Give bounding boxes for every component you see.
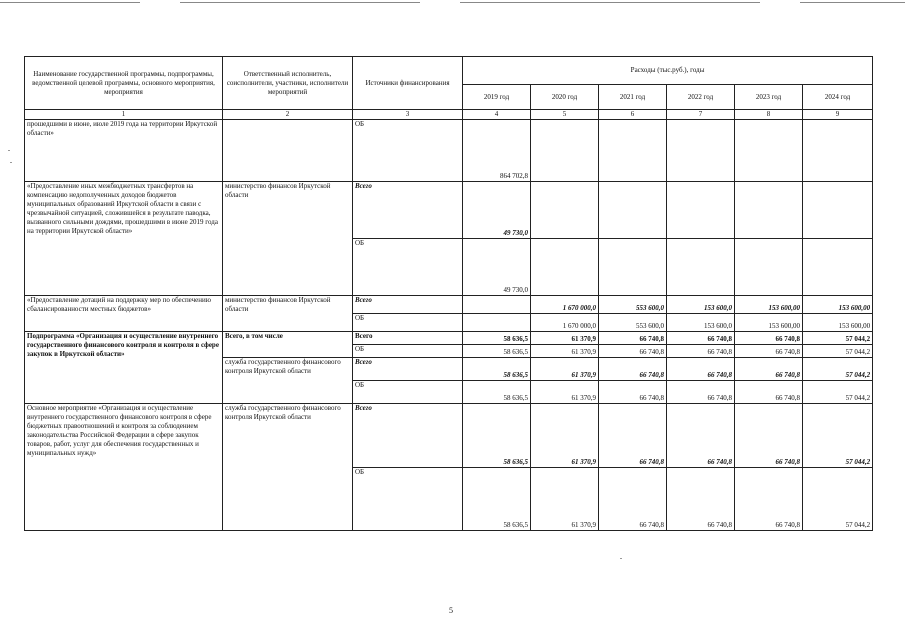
value-cell: [667, 120, 735, 182]
header-year: 2019 год: [463, 85, 531, 110]
scan-line: [460, 2, 760, 3]
source-cell: ОБ: [353, 468, 463, 531]
column-number: 3: [353, 110, 463, 120]
value-cell: [803, 239, 873, 296]
scan-speck: [620, 558, 622, 559]
value-cell: 66 740,8: [667, 404, 735, 468]
source-cell: Всего: [353, 404, 463, 468]
column-number: 5: [531, 110, 599, 120]
value-cell: [531, 120, 599, 182]
executor-cell: служба государственного финансового контроля Иркутской области: [223, 358, 353, 404]
measure-name: «Предоставление иных межбюджетных трансфертов на компенсацию недополученных доходов бюджетов муниципальных образований Иркутской области в связи с чрезвычайной ситуацией, сложившейся в результате паводка, вызванного сильными дождями, прошедшими в июне 2019 года на территории Иркутской области»: [25, 182, 223, 296]
value-cell: 61 370,9: [531, 345, 599, 358]
column-number: 7: [667, 110, 735, 120]
value-cell: 61 370,9: [531, 468, 599, 531]
value-cell: 864 702,8: [463, 120, 531, 182]
value-cell: 66 740,8: [599, 381, 667, 404]
value-cell: [735, 120, 803, 182]
value-cell: 58 636,5: [463, 381, 531, 404]
source-cell: ОБ: [353, 120, 463, 182]
value-cell: 66 740,8: [599, 468, 667, 531]
value-cell: [531, 182, 599, 239]
source-cell: Всего: [353, 296, 463, 314]
source-cell: Всего: [353, 182, 463, 239]
value-cell: 66 740,8: [667, 468, 735, 531]
column-number-row: [25, 110, 873, 120]
value-cell: 58 636,5: [463, 332, 531, 345]
value-cell: [463, 296, 531, 314]
source-cell: ОБ: [353, 345, 463, 358]
value-cell: [735, 239, 803, 296]
value-cell: [599, 182, 667, 239]
value-cell: 66 740,8: [667, 358, 735, 381]
measure-name: Основное мероприятие «Организация и осуществление внутреннего государственного финансового контроля в сфере бюджетных правоотношений и контроля за соблюдением законодательства Российской Федерации в сфере закупок товаров, работ, услуг для обеспечения государственных и муниципальных нужд»: [25, 404, 223, 531]
value-cell: 58 636,5: [463, 468, 531, 531]
column-number: 6: [599, 110, 667, 120]
value-cell: 58 636,5: [463, 404, 531, 468]
value-cell: 61 370,9: [531, 332, 599, 345]
scan-speck: [8, 150, 10, 151]
value-cell: [803, 120, 873, 182]
scan-line: [180, 2, 420, 3]
scan-line: [0, 2, 140, 3]
source-cell: ОБ: [353, 239, 463, 296]
header-name: Наименование государственной программы, подпрограммы, ведомственной целевой программы, основного мероприятия, мероприятия: [25, 57, 223, 110]
value-cell: 66 740,8: [667, 381, 735, 404]
value-cell: [599, 239, 667, 296]
value-cell: 49 730,0: [463, 182, 531, 239]
value-cell: 66 740,8: [735, 468, 803, 531]
value-cell: 57 044,2: [803, 332, 873, 345]
measure-name: «Предоставление дотаций на поддержку мер по обеспечению сбалансированности местных бюджетов»: [25, 296, 223, 332]
value-cell: [667, 239, 735, 296]
column-number: 2: [223, 110, 353, 120]
header-year: 2021 год: [599, 85, 667, 110]
value-cell: 58 636,5: [463, 345, 531, 358]
header-executor: Ответственный исполнитель, соисполнители, участники, исполнители мероприятий: [223, 57, 353, 110]
table-row: [25, 332, 873, 345]
value-cell: 61 370,9: [531, 358, 599, 381]
value-cell: 57 044,2: [803, 468, 873, 531]
executor-cell: [223, 120, 353, 182]
value-cell: 57 044,2: [803, 381, 873, 404]
executor-cell: министерство финансов Иркутской области: [223, 296, 353, 332]
budget-table-page: [24, 56, 872, 531]
table-row: [25, 182, 873, 239]
value-cell: 153 600,00: [803, 314, 873, 332]
table-row: [25, 296, 873, 314]
table-row: [25, 404, 873, 468]
value-cell: [667, 182, 735, 239]
table-row: [25, 120, 873, 182]
executor-cell: служба государственного финансового контроля Иркутской области: [223, 404, 353, 531]
value-cell: 1 670 000,0: [531, 314, 599, 332]
header-year: 2024 год: [803, 85, 873, 110]
value-cell: 61 370,9: [531, 381, 599, 404]
value-cell: 49 730,0: [463, 239, 531, 296]
scan-speck: [10, 162, 12, 163]
value-cell: 553 600,0: [599, 314, 667, 332]
source-cell: Всего: [353, 332, 463, 345]
value-cell: 153 600,00: [735, 296, 803, 314]
value-cell: [531, 239, 599, 296]
value-cell: [803, 182, 873, 239]
value-cell: 153 600,00: [735, 314, 803, 332]
value-cell: 66 740,8: [667, 345, 735, 358]
value-cell: 66 740,8: [735, 404, 803, 468]
measure-name: прошедшими в июне, июле 2019 года на территории Иркутской области»: [25, 120, 223, 182]
column-number: 9: [803, 110, 873, 120]
header-year: 2023 год: [735, 85, 803, 110]
subprogram-name: Подпрограмма «Организация и осуществление внутреннего государственного финансового контроля и контроля в сфере закупок в Иркутской области»: [25, 332, 223, 404]
source-cell: ОБ: [353, 381, 463, 404]
header-row: [25, 57, 873, 85]
value-cell: 66 740,8: [599, 404, 667, 468]
value-cell: 66 740,8: [735, 345, 803, 358]
value-cell: 66 740,8: [599, 332, 667, 345]
value-cell: 153 600,00: [803, 296, 873, 314]
source-cell: Всего: [353, 358, 463, 381]
header-year: 2022 год: [667, 85, 735, 110]
column-number: 8: [735, 110, 803, 120]
value-cell: 66 740,8: [599, 345, 667, 358]
header-source: Источники финансирования: [353, 57, 463, 110]
header-year: 2020 год: [531, 85, 599, 110]
value-cell: 57 044,2: [803, 404, 873, 468]
value-cell: 66 740,8: [599, 358, 667, 381]
value-cell: 66 740,8: [735, 358, 803, 381]
value-cell: [599, 120, 667, 182]
header-expenses: Расходы (тыс.руб.), годы: [463, 57, 873, 85]
value-cell: [735, 182, 803, 239]
scan-line: [800, 2, 905, 3]
source-cell: ОБ: [353, 314, 463, 332]
value-cell: 66 740,8: [735, 332, 803, 345]
value-cell: 57 044,2: [803, 345, 873, 358]
page-number: 5: [449, 606, 453, 615]
value-cell: [463, 314, 531, 332]
value-cell: 61 370,9: [531, 404, 599, 468]
value-cell: 66 740,8: [667, 332, 735, 345]
column-number: 1: [25, 110, 223, 120]
value-cell: 58 636,5: [463, 358, 531, 381]
value-cell: 57 044,2: [803, 358, 873, 381]
executor-cell: Всего, в том числе: [223, 332, 353, 358]
value-cell: 553 600,0: [599, 296, 667, 314]
executor-cell: министерство финансов Иркутской области: [223, 182, 353, 296]
value-cell: 66 740,8: [735, 381, 803, 404]
value-cell: 153 600,0: [667, 314, 735, 332]
value-cell: 153 600,0: [667, 296, 735, 314]
value-cell: 1 670 000,0: [531, 296, 599, 314]
column-number: 4: [463, 110, 531, 120]
budget-table: [24, 56, 873, 531]
